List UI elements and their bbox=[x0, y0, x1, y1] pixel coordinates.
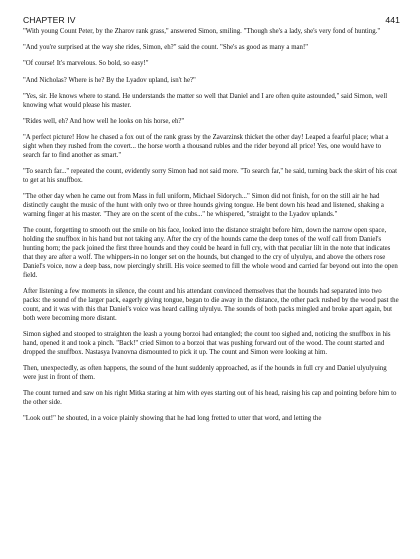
paragraph-14: The count turned and saw on his right Mitka staring at him with eyes starting out of his head, raising his cap and pointing before him to the other side. bbox=[23, 390, 397, 406]
paragraph-5: "Yes, sir. He knows where to stand. He understands the matter so well that Daniel and I are often quite astounded," said Simon, well knowing what would please his master. bbox=[23, 92, 388, 109]
paragraph-11: After listening a few moments in silence, the count and his attendant convinced themselves that the hounds had separated into two packs: the sound of the larger pack, eagerly giving tongue, began to die away in the distance, the other pack rushed by the wood past the count, and it was with this that Daniel's voice was heard calling ulyulyu. The sounds of both packs mingled and broke apart again, but both were becoming more distant. bbox=[23, 288, 399, 322]
paragraph-6: "Rides well, eh? And how well he looks on his horse, eh?" bbox=[23, 117, 185, 125]
chapter-title: CHAPTER IV bbox=[23, 15, 76, 25]
paragraph-3: "Of course! It's marvelous. So bold, so easy!" bbox=[23, 60, 149, 68]
page-number: 441 bbox=[385, 15, 400, 25]
paragraph-8: "To search far..." repeated the count, evidently sorry Simon had not said more. "To search far," he said, turning back the skirt of his coat to get at his snuffbox. bbox=[23, 168, 397, 185]
paragraph-9: "The other day when he came out from Mass in full uniform, Michael Sidorych..." Simon did not finish, for on the still air he had distinctly caught the music of the hunt with only two or three hounds giving tongue. He bent down his head and listened, shaking a warning finger at his master. "They are on the scent of the cubs..." he whispered, "straight to the Lyadov uplands." bbox=[23, 193, 384, 219]
paragraph-4: "And Nicholas? Where is he? By the Lyadov upland, isn't he?" bbox=[23, 76, 196, 84]
paragraph-2: "And you're surprised at the way she rides, Simon, eh?" said the count. "She's as good as many a man!" bbox=[23, 44, 309, 52]
paragraph-7: "A perfect picture! How he chased a fox out of the rank grass by the Zavarzinsk thicket the other day! Leaped a fearful place; what a sight when they rushed from the covert... the horse worth a thousand rubles and the rider beyond all price! Yes, one would have to search far to find another as smart." bbox=[23, 134, 389, 159]
paragraph-12: Simon sighed and stooped to straighten the leash a young borzoi had entangled; the count too sighed and, noticing the snuffbox in his hand, opened it and took a pinch. "Back!" cried Simon to a borzoi that was pushing forward out of the wood. The count started and dropped the snuffbox. Nastasya Ivanovna dismounted to pick it up. The count and Simon were looking at him. bbox=[23, 330, 391, 356]
paragraph-10: The count, forgetting to smooth out the smile on his face, looked into the distance straight before him, down the narrow open space, holding the snuffbox in his hand but not taking any. After the cry of the hounds came the deep tones of the wolf call from Daniel's hunting horn; the pack joined the first three hounds and they could be heard in full cry, with that peculiar lilt in the note that indicates that they are after a wolf. The whippers-in no longer set on the hounds, but changed to the cry of ulyulyu, and above the others rose Daniel's voice, now a deep bass, now piercingly shrill. His voice seemed to fill the whole wood and carried far beyond out into the open field. bbox=[23, 227, 398, 279]
running-head bbox=[23, 15, 400, 25]
paragraph-15: "Look out!" he shouted, in a voice plainly showing that he had long fretted to utter that word, and letting the bbox=[23, 415, 322, 423]
paragraph-13: Then, unexpectedly, as often happens, the sound of the hunt suddenly approached, as if the hounds in full cry and Daniel ulyulyuing were just in front of them. bbox=[23, 364, 387, 381]
paragraph-1: "With young Count Peter, by the Zharov rank grass," answered Simon, smiling. "Though she's a lady, she's very fond of hunting." bbox=[23, 28, 381, 35]
